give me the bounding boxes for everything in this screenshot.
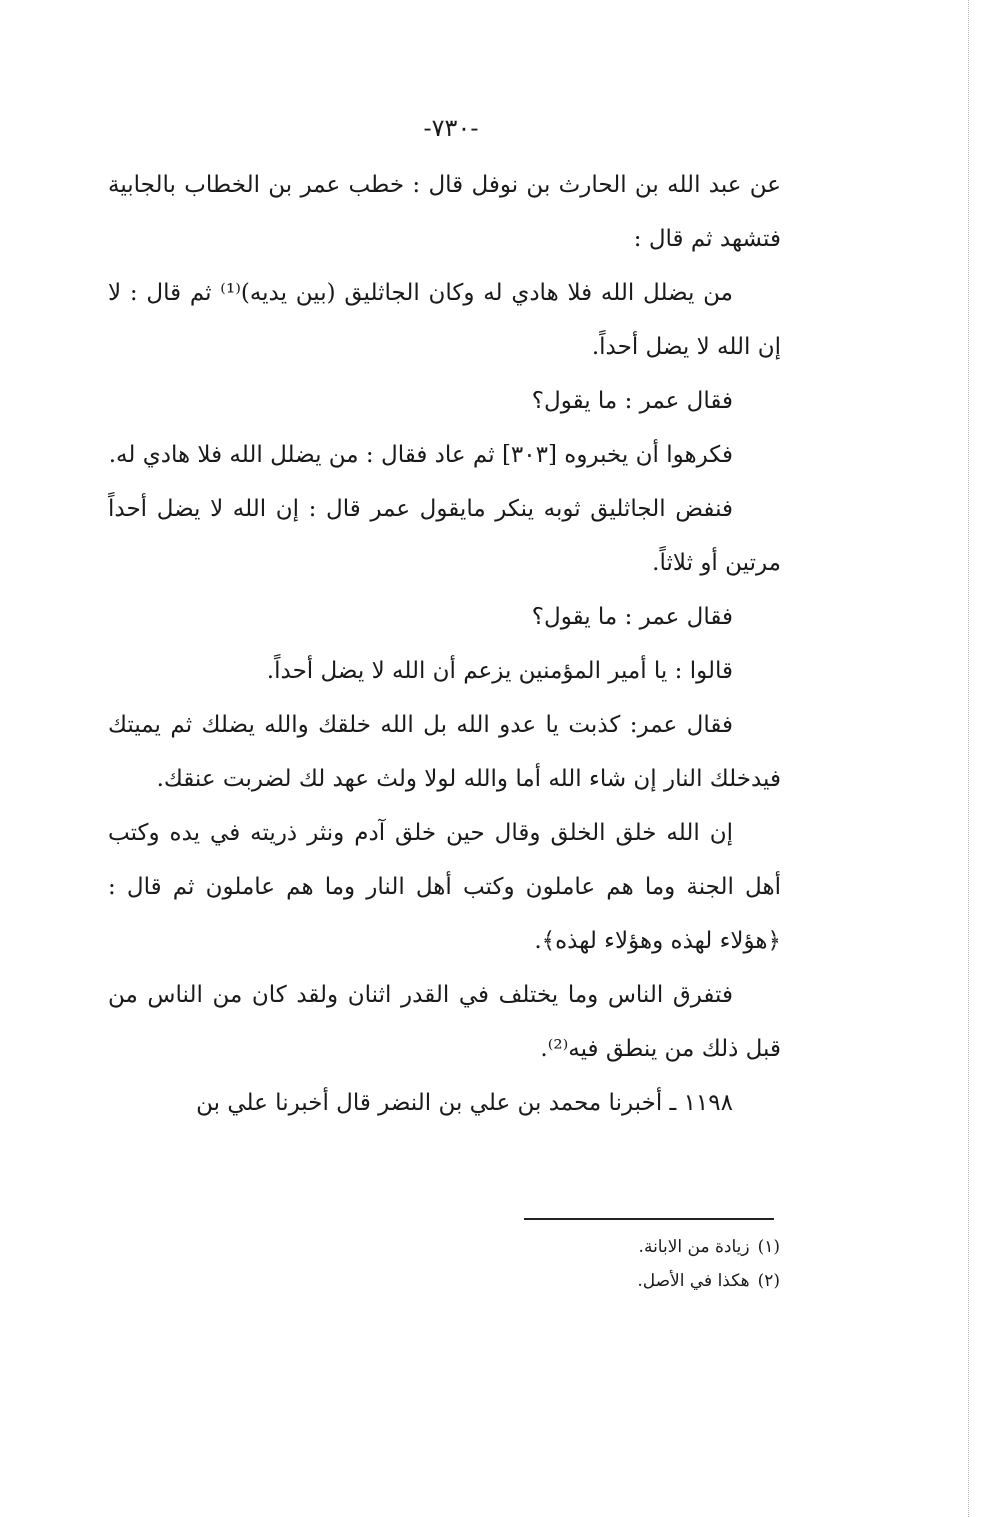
paragraph: إن الله خلق الخلق وقال حين خلق آدم ونثر ذريته في يده وكتب أهل الجنة وما هم عاملون وكتب أهل النار وما هم عاملون ثم قال : ﴿هؤلاء لهذه وهؤلاء لهذه﴾. — [108, 820, 781, 954]
paragraph: فقال عمر : ما يقول؟ — [531, 388, 733, 414]
body-text — [108, 158, 781, 1130]
footnote-number: (٢) — [757, 1271, 780, 1291]
paragraph: فقال عمر : ما يقول؟ — [531, 604, 733, 630]
paragraph: فقال عمر: كذبت يا عدو الله بل الله خلقك والله يضلك ثم يميتك فيدخلك النار إن شاء الله أما والله لولا ولث عهد لك لضربت عنقك. — [108, 712, 781, 792]
paragraph: ١١٩٨ ـ أخبرنا محمد بن علي بن النضر قال أخبرنا علي بن — [196, 1090, 733, 1116]
footnote-separator — [524, 1218, 774, 1220]
paragraph: فكرهوا أن يخبروه [٣٠٣] ثم عاد فقال : من يضلل الله فلا هادي له. — [108, 442, 733, 468]
page-number: -٧٣٠- — [423, 114, 479, 142]
paragraph: فنفض الجاثليق ثوبه ينكر مايقول عمر قال : إن الله لا يضل أحداً مرتين أو ثلاثاً. — [108, 496, 781, 576]
footnote-text: هكذا في الأصل. — [637, 1271, 750, 1291]
paragraph: من يضلل الله فلا هادي له وكان الجاثليق (بين يديه)⁽¹⁾ ثم قال : لا إن الله لا يضل أحداً. — [108, 280, 781, 360]
footnotes — [380, 1230, 780, 1298]
paragraph: فتفرق الناس وما يختلف في القدر اثنان ولقد كان من الناس من قبل ذلك من ينطق فيه⁽²⁾. — [108, 982, 781, 1062]
footnote-text: زيادة من الابانة. — [638, 1237, 750, 1257]
footnote — [380, 1264, 780, 1298]
paragraph: عن عبد الله بن الحارث بن نوفل قال : خطب عمر بن الخطاب بالجابية فتشهد ثم قال : — [108, 172, 781, 252]
footnote — [380, 1230, 780, 1264]
page-edge-line — [968, 0, 969, 1517]
paragraph: قالوا : يا أمير المؤمنين يزعم أن الله لا يضل أحداً. — [266, 658, 733, 684]
footnote-number: (١) — [757, 1237, 780, 1257]
